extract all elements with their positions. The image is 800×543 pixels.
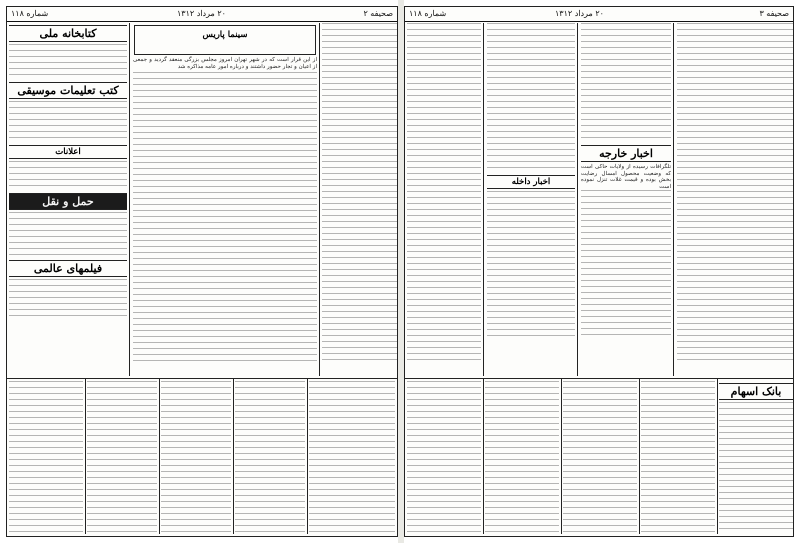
- page-header: [405, 7, 793, 22]
- film-ad-text: [9, 279, 127, 319]
- column-rule: [85, 379, 86, 534]
- column-rule: [561, 379, 562, 534]
- column-rule: [483, 379, 484, 534]
- telegraph-headline: اخبار داخله: [487, 175, 575, 189]
- article-body: [322, 23, 397, 364]
- film-ad-title: فیلمهای عالمی: [9, 260, 127, 277]
- right-newspaper-page: [404, 6, 794, 537]
- article-body: [677, 23, 793, 364]
- page-number: صحیفه ۳: [759, 9, 789, 18]
- bottom-column: [161, 381, 231, 534]
- market-body: [719, 402, 793, 534]
- column-rule: [673, 23, 674, 376]
- foreign-news-headline: اخبار خارجه: [581, 145, 671, 162]
- bottom-column: [641, 381, 715, 534]
- bottom-column: [9, 381, 83, 534]
- notice-ad-text: [9, 161, 127, 191]
- article-body: [487, 23, 575, 173]
- page-number: صحيفه ۲: [363, 9, 393, 18]
- article-lead: تلگرافات رسیده از ولایات حاکی است که وضعیت محصول امسال رضایت بخش بوده و قیمت غلات تنزل نموده است: [581, 164, 671, 190]
- article-column: [322, 23, 397, 364]
- column-rule: [159, 379, 160, 534]
- bottom-column: [235, 381, 305, 534]
- bottom-column: [407, 381, 481, 534]
- issue-number: شماره ۱۱۸: [11, 9, 49, 18]
- issue-date: ۲۰ مرداد ۱۳۱۲: [555, 9, 604, 18]
- issue-date: ۲۰ مرداد ۱۳۱۲: [177, 9, 226, 18]
- article-column: [407, 23, 481, 364]
- library-ad-text: [9, 44, 127, 80]
- cinema-ad-title: سینما پاریس: [202, 30, 248, 40]
- bottom-column: [563, 381, 637, 534]
- library-ad-title: کتابخانه ملی: [9, 25, 127, 42]
- column-rule: [639, 379, 640, 534]
- article-lead: از این قرار است که در شهر تهران امروز مجلس بزرگی منعقد گردید و جمعی از اعیان و تجار حضور داشتند و درباره امور عامه مذاکره شد: [133, 57, 317, 70]
- article-body: [581, 190, 671, 340]
- column-rule: [307, 379, 308, 534]
- bottom-column: [309, 381, 395, 534]
- notice-ad-title: اعلانات: [9, 145, 127, 159]
- article-body: [133, 72, 317, 362]
- column-rule: [319, 23, 320, 376]
- shipping-ad-title: حمل و نقل: [9, 193, 127, 210]
- column-rule: [717, 379, 718, 534]
- section-divider: [405, 378, 793, 379]
- shipping-ad-text: [9, 212, 127, 258]
- article-body: [581, 23, 671, 143]
- market-column: [719, 381, 793, 534]
- article-column: [581, 23, 671, 364]
- column-rule: [577, 23, 578, 376]
- market-headline: بانک اسهام: [719, 383, 793, 400]
- left-newspaper-page: [6, 6, 398, 537]
- article-body: [487, 191, 575, 341]
- article-body: [407, 23, 481, 364]
- article-column: [487, 23, 575, 364]
- article-column: [677, 23, 793, 364]
- column-rule: [483, 23, 484, 376]
- bottom-column: [87, 381, 157, 534]
- page-header: [7, 7, 397, 22]
- music-books-ad-title: کتب تعلیمات موسیقی: [9, 82, 127, 99]
- bottom-column: [485, 381, 559, 534]
- advertisement-column: [9, 23, 127, 364]
- cinema-ad-box: [134, 25, 316, 55]
- section-divider: [7, 378, 397, 379]
- column-rule: [129, 23, 130, 376]
- music-books-ad-text: [9, 101, 127, 143]
- article-column: [133, 23, 317, 364]
- issue-number: شماره ۱۱۸: [409, 9, 447, 18]
- column-rule: [233, 379, 234, 534]
